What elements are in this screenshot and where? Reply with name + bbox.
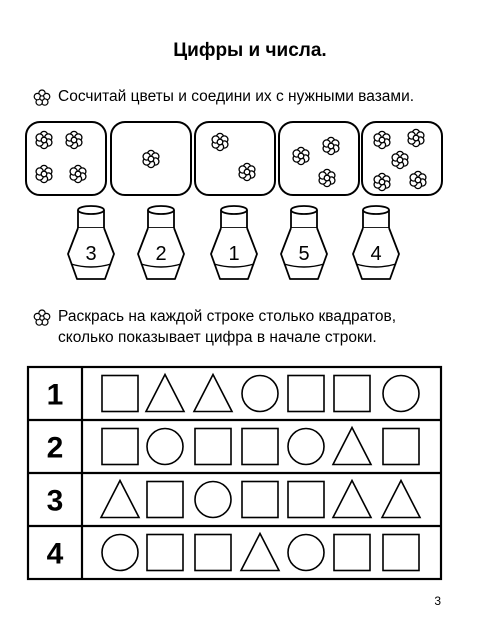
flower-icon bbox=[36, 131, 52, 148]
vase-4 bbox=[353, 206, 399, 279]
circle-shape[interactable] bbox=[242, 376, 278, 412]
row-digit: 1 bbox=[46, 378, 64, 412]
circle-shape[interactable] bbox=[147, 429, 183, 465]
circle-shape[interactable] bbox=[383, 376, 419, 412]
vase-5 bbox=[281, 206, 327, 279]
vase-2 bbox=[138, 206, 184, 279]
page-title: Цифры и числа. bbox=[173, 40, 327, 61]
flower-boxes bbox=[26, 122, 442, 195]
flower-box bbox=[26, 122, 106, 195]
flower-icon bbox=[36, 165, 52, 182]
flower-icon bbox=[293, 147, 309, 164]
square-shape[interactable] bbox=[334, 376, 370, 412]
flower-icon bbox=[66, 131, 82, 148]
circle-shape[interactable] bbox=[195, 482, 231, 518]
square-shape[interactable] bbox=[242, 482, 278, 518]
page-number: 3 bbox=[434, 594, 441, 608]
square-shape[interactable] bbox=[102, 429, 138, 465]
flower-box bbox=[279, 122, 359, 195]
flower-box bbox=[362, 122, 442, 195]
task-1-text: Сосчитай цветы и соедини их с нужными вазами. bbox=[58, 88, 415, 105]
flower-icon bbox=[70, 165, 86, 182]
flower-icon bbox=[408, 129, 424, 146]
square-shape[interactable] bbox=[383, 535, 419, 571]
vase-number: 3 bbox=[85, 243, 97, 265]
flower-icon bbox=[143, 150, 159, 167]
square-shape[interactable] bbox=[147, 535, 183, 571]
circle-shape[interactable] bbox=[288, 429, 324, 465]
vases bbox=[68, 206, 399, 279]
circle-shape[interactable] bbox=[102, 535, 138, 571]
circle-shape[interactable] bbox=[288, 535, 324, 571]
vase-3 bbox=[68, 206, 114, 279]
vase-number: 5 bbox=[298, 243, 310, 265]
flower-box bbox=[111, 122, 191, 195]
flower-icon bbox=[323, 137, 339, 154]
square-shape[interactable] bbox=[334, 535, 370, 571]
square-shape[interactable] bbox=[195, 535, 231, 571]
flower-icon bbox=[392, 151, 408, 168]
square-shape[interactable] bbox=[288, 482, 324, 518]
row-digit: 2 bbox=[46, 431, 64, 465]
square-shape[interactable] bbox=[102, 376, 138, 412]
shapes-grid bbox=[28, 367, 441, 579]
flower-icon bbox=[410, 171, 426, 188]
flower-icon bbox=[212, 133, 228, 150]
flower-icon bbox=[374, 173, 390, 190]
square-shape[interactable] bbox=[288, 376, 324, 412]
vase-number: 2 bbox=[155, 243, 167, 265]
vase-number: 4 bbox=[370, 243, 382, 265]
vase-number: 1 bbox=[228, 243, 240, 265]
square-shape[interactable] bbox=[195, 429, 231, 465]
square-shape[interactable] bbox=[242, 429, 278, 465]
task-2-text-line2: сколько показывает цифра в начале строки. bbox=[58, 329, 377, 346]
task-2-text-line1: Раскрась на каждой строке столько квадратов, bbox=[58, 308, 396, 325]
row-digit: 4 bbox=[46, 537, 64, 571]
square-shape[interactable] bbox=[147, 482, 183, 518]
square-shape[interactable] bbox=[383, 429, 419, 465]
flower-icon bbox=[319, 169, 335, 186]
vase-1 bbox=[211, 206, 257, 279]
flower-icon bbox=[374, 131, 390, 148]
row-digit: 3 bbox=[46, 484, 64, 518]
flower-box bbox=[195, 122, 275, 195]
flower-icon bbox=[239, 163, 255, 180]
